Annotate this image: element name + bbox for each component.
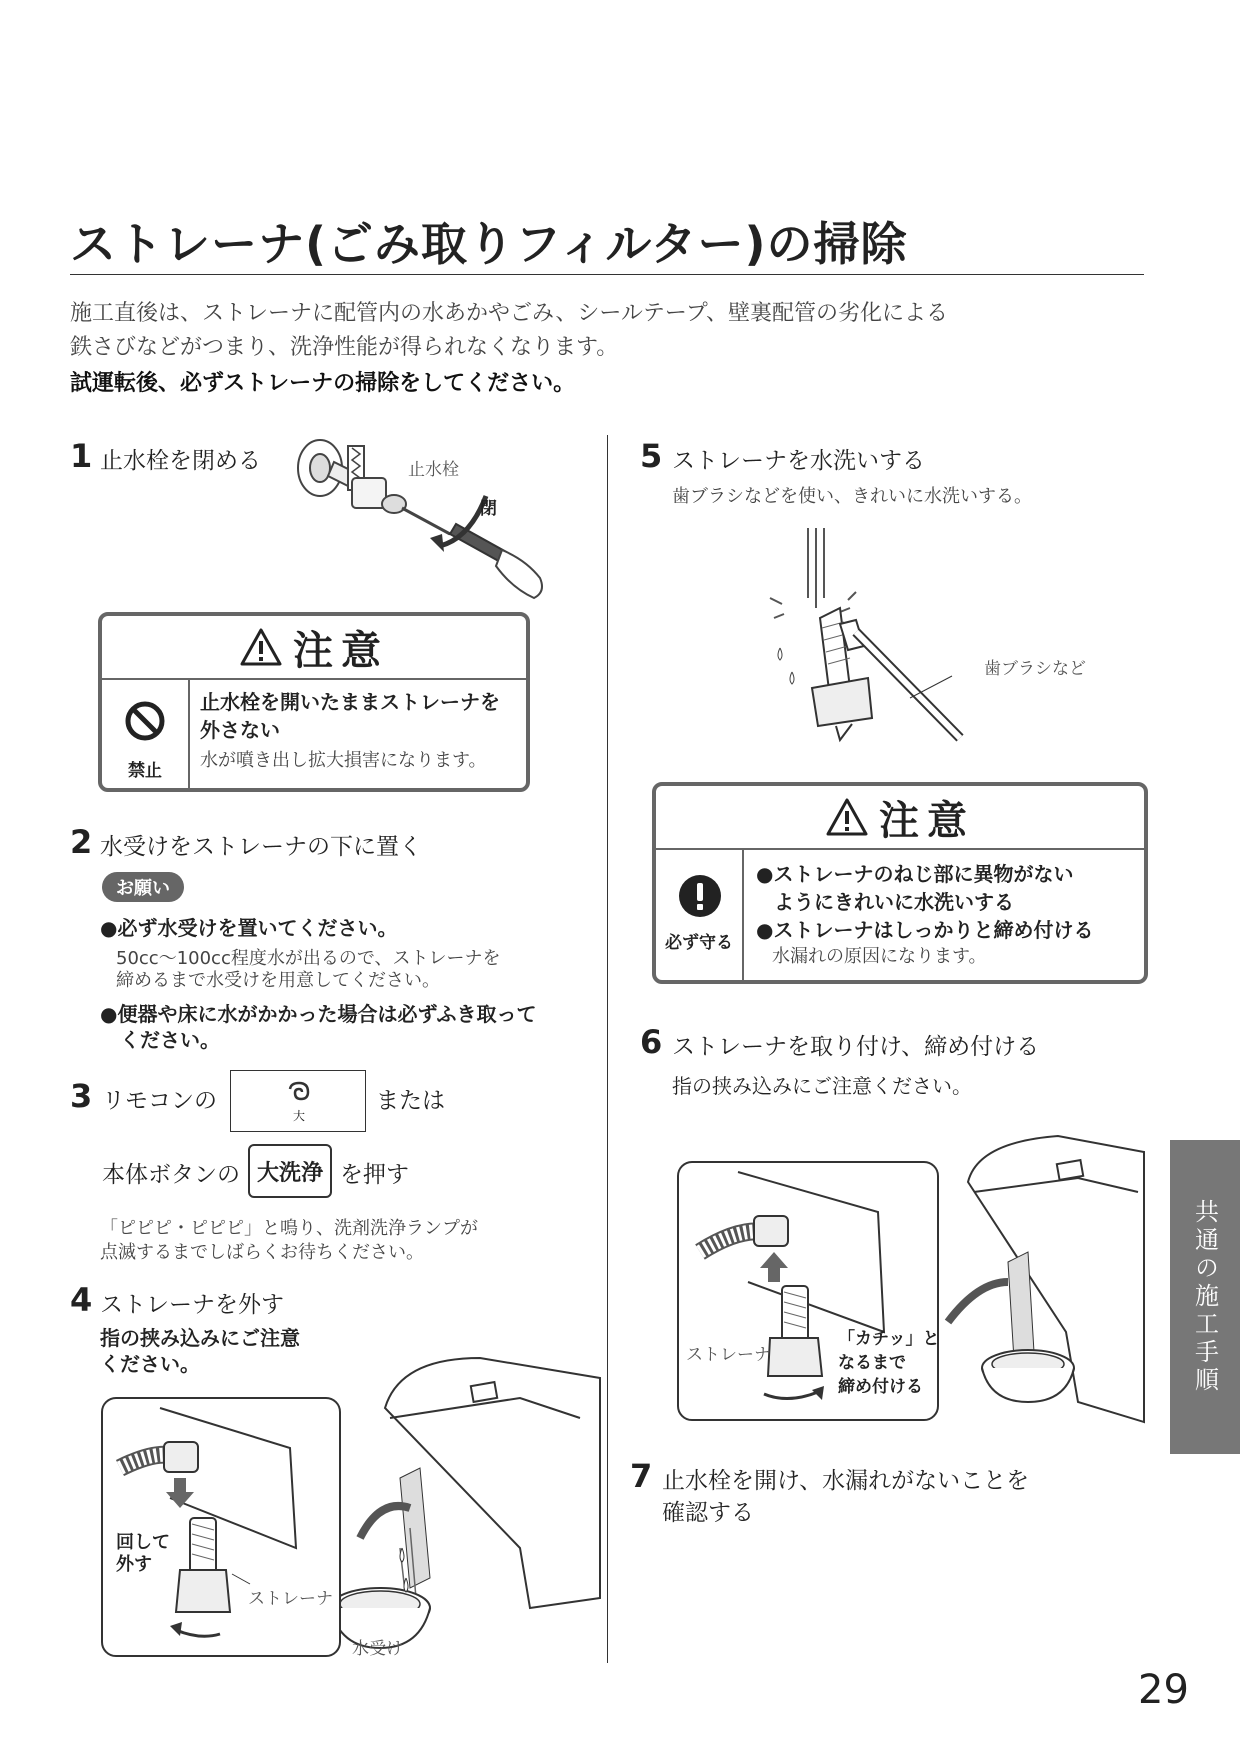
toilet-illustration-remove xyxy=(100,1348,600,1658)
title-divider xyxy=(70,274,1144,275)
page-number: 29 xyxy=(1138,1667,1189,1713)
step-2-text: 水受けをストレーナの下に置く xyxy=(100,834,422,860)
caution2-line3: ●ストレーナはしっかりと締め付ける xyxy=(756,918,1094,942)
step-7-number: 7 xyxy=(630,1457,653,1495)
step-1-text: 止水栓を閉める xyxy=(100,448,261,474)
step4-sub-1: 指の挟み込みにご注意 xyxy=(100,1326,300,1350)
mandatory-label: 必ず守る xyxy=(665,933,733,953)
step-5-number: 5 xyxy=(640,437,663,475)
label-strainer-6: ストレーナ xyxy=(686,1345,771,1365)
body-flush-button[interactable]: 大洗浄 xyxy=(248,1144,332,1198)
step4-sub-2: ください。 xyxy=(100,1352,200,1376)
label-close: 閉 xyxy=(480,499,497,519)
label-click-2: なるまで xyxy=(838,1353,906,1373)
caution-box-2 xyxy=(652,782,1148,984)
step5-sub: 歯ブラシなどを使い、きれいに水洗いする。 xyxy=(672,486,1032,507)
warning-triangle-icon xyxy=(239,627,283,667)
prohibit-cell xyxy=(102,678,190,788)
step2-bullet-2b: ください。 xyxy=(120,1028,220,1052)
page-title: ストレーナ(ごみ取りフィルター)の掃除 xyxy=(70,217,908,271)
caution1-line1: 止水栓を開いたままストレーナを xyxy=(200,690,500,714)
label-strainer-4: ストレーナ xyxy=(248,1589,333,1609)
step-1-number: 1 xyxy=(70,437,93,475)
brush-washing-illustration xyxy=(760,528,1020,748)
step-4-number: 4 xyxy=(70,1281,93,1319)
label-brush: 歯ブラシなど xyxy=(984,659,1086,679)
step2-note-1: 50cc～100cc程度水が出るので、ストレーナを xyxy=(116,948,501,969)
label-click-1: 「カチッ」と xyxy=(838,1329,940,1349)
column-divider xyxy=(607,435,608,1663)
remote-flush-button[interactable] xyxy=(230,1070,366,1132)
caution-header-2 xyxy=(656,786,1144,850)
step-7-line-2: 確認する xyxy=(662,1500,754,1526)
prohibit-label: 禁止 xyxy=(128,761,162,781)
label-turn-2: 外す xyxy=(116,1554,152,1575)
step-3-text-c: 本体ボタンの xyxy=(102,1162,240,1188)
step-3-number: 3 xyxy=(70,1077,93,1115)
label-basin: 水受け xyxy=(352,1639,403,1659)
caution-header xyxy=(102,616,526,680)
step6-sub: 指の挟み込みにご注意ください。 xyxy=(672,1074,972,1098)
intro-line-2: 鉄さびなどがつまり、洗浄性能が得られなくなります。 xyxy=(70,335,619,360)
step2-bullet-1: ●必ず水受けを置いてください。 xyxy=(100,916,398,940)
step-2-number: 2 xyxy=(70,823,93,861)
step3-note-1: 「ピピピ・ピピピ」と鳴り、洗剤洗浄ランプが xyxy=(100,1218,478,1239)
label-valve: 止水栓 xyxy=(408,460,459,480)
mandatory-cell xyxy=(656,848,744,980)
caution2-note: 水漏れの原因になります。 xyxy=(772,946,987,967)
step-7-line-1: 止水栓を開け、水漏れがないことを xyxy=(662,1468,1030,1494)
step-3-text-b: または xyxy=(376,1088,445,1114)
intro-emphasis: 試運転後、必ずストレーナの掃除をしてください。 xyxy=(70,371,576,396)
remote-button-label: 大 xyxy=(293,1109,306,1123)
step-4-text: ストレーナを外す xyxy=(100,1292,284,1318)
prohibit-icon xyxy=(124,700,166,742)
caution2-line1: ●ストレーナのねじ部に異物がない xyxy=(756,862,1074,886)
caution-box-1 xyxy=(98,612,530,792)
step-5-text: ストレーナを水洗いする xyxy=(672,448,925,474)
section-side-tab: 共通の施工手順 xyxy=(1170,1140,1240,1454)
caution1-note: 水が噴き出し拡大損害になります。 xyxy=(200,750,487,771)
caution1-line2: 外さない xyxy=(200,718,280,742)
intro-line-1: 施工直後は、ストレーナに配管内の水あかやごみ、シールテープ、壁裏配管の劣化による xyxy=(70,301,949,326)
request-badge: お願い xyxy=(102,872,184,902)
step-3-text-d: を押す xyxy=(340,1162,409,1188)
step2-bullet-2: ●便器や床に水がかかった場合は必ずふき取って xyxy=(100,1002,537,1026)
step2-note-2: 締めるまで水受けを用意してください。 xyxy=(116,970,440,991)
warning-triangle-icon xyxy=(825,797,869,837)
label-turn-1: 回して xyxy=(116,1532,170,1553)
step-3-text-a: リモコンの xyxy=(102,1088,217,1114)
caution-heading-2: 注意 xyxy=(879,797,975,844)
step3-note-2: 点滅するまでしばらくお待ちください。 xyxy=(100,1242,424,1263)
swirl-icon xyxy=(286,1079,312,1105)
step-6-text: ストレーナを取り付け、締め付ける xyxy=(672,1034,1040,1060)
label-click-3: 締め付ける xyxy=(838,1377,923,1397)
step-6-number: 6 xyxy=(640,1023,663,1061)
caution-heading: 注意 xyxy=(293,627,389,674)
caution2-line2: ようにきれいに水洗いする xyxy=(774,890,1014,914)
exclamation-icon xyxy=(678,874,722,918)
